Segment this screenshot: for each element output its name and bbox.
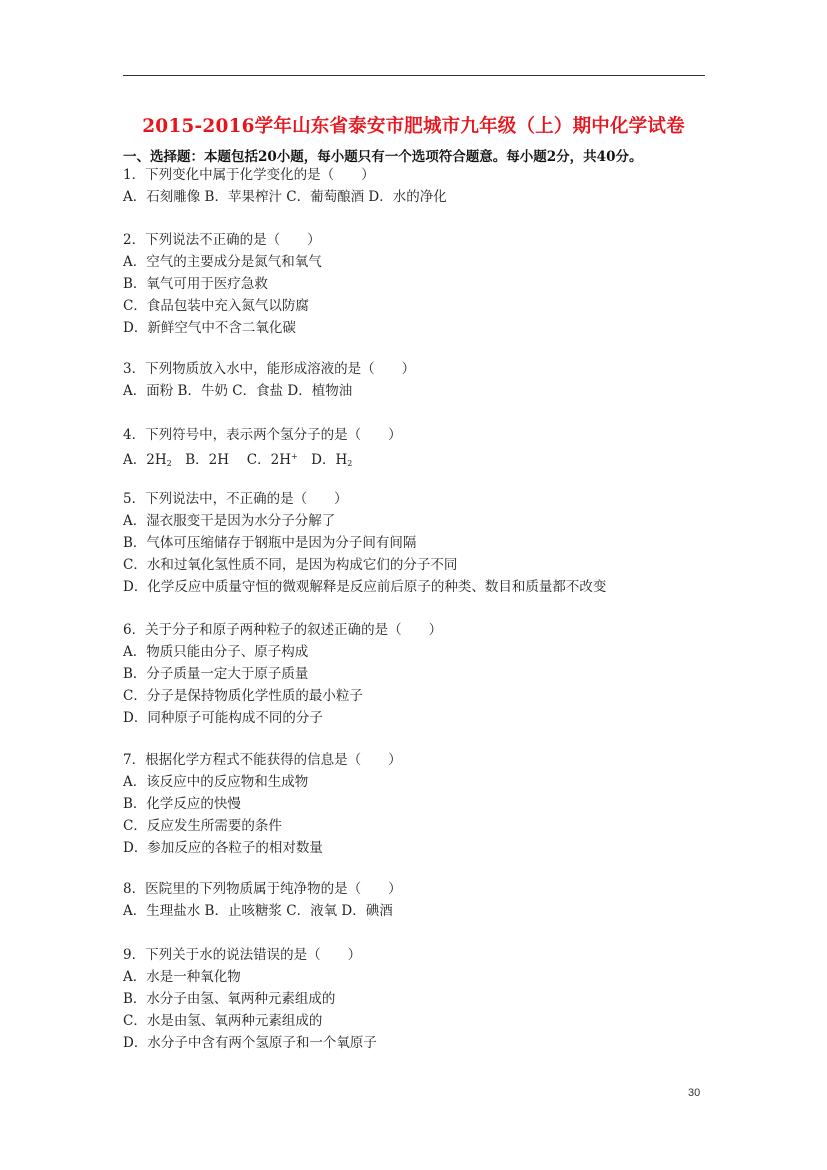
question-1 [123,164,723,208]
subscript: 2 [347,459,353,468]
question-option [123,446,723,468]
question-8 [123,878,723,922]
question-6 [123,619,723,729]
question-option: A．水是一种氧化物 [123,969,241,985]
question-option: B．水分子由氢、氧两种元素组成的 [123,991,336,1007]
option-d-text: D．H [297,452,348,468]
question-option: A．生理盐水 B．止咳糖浆 C．液氧 D．碘酒 [123,903,393,919]
header-rule [123,75,705,76]
question-option: D．参加反应的各粒子的相对数量 [123,840,323,856]
question-option: B．氧气可用于医疗急救 [123,276,268,292]
question-option: C．分子是保持物质化学性质的最小粒子 [123,688,363,704]
question-option: C．食品包装中充入氮气以防腐 [123,298,309,314]
question-option: C．水和过氧化氢性质不同，是因为构成它们的分子不同 [123,557,458,573]
option-bc-text: B．2H C．2H [171,452,291,468]
question-stem: 5．下列说法中，不正确的是（ ） [123,491,348,507]
question-option: A．面粉 B．牛奶 C．食盐 D．植物油 [123,383,353,399]
question-option: D．同种原子可能构成不同的分子 [123,710,323,726]
option-a-text: A．2H [123,452,167,468]
question-option: A．物质只能由分子、原子构成 [123,644,309,660]
question-option: C．水是由氢、氧两种元素组成的 [123,1013,323,1029]
superscript: + [290,452,298,461]
question-4 [123,424,723,468]
question-option: D．化学反应中质量守恒的微观解释是反应前后原子的种类、数目和质量都不改变 [123,579,607,595]
question-option: A．石刻雕像 B．苹果榨汁 C．葡萄酿酒 D．水的净化 [123,189,447,205]
question-9 [123,944,723,1054]
section-heading: 一、选择题：本题包括20小题，每小题只有一个选项符合题意。每小题2分，共40分。 [123,149,643,165]
question-stem: 3．下列物质放入水中，能形成溶液的是（ ） [123,361,416,377]
question-3 [123,358,723,402]
question-option: A．湿衣服变干是因为水分子分解了 [123,513,336,529]
question-option: D．水分子中含有两个氢原子和一个氧原子 [123,1035,377,1051]
question-5 [123,488,723,598]
question-stem: 4．下列符号中，表示两个氢分子的是（ ） [123,427,402,443]
question-option: B．气体可压缩储存于钢瓶中是因为分子间有间隔 [123,535,417,551]
question-stem: 8．医院里的下列物质属于纯净物的是（ ） [123,881,402,897]
question-stem: 7．根据化学方程式不能获得的信息是（ ） [123,752,402,768]
question-2 [123,229,723,339]
subscript: 2 [166,459,172,468]
question-option: A．空气的主要成分是氮气和氧气 [123,254,322,270]
question-stem: 2．下列说法不正确的是（ ） [123,232,321,248]
question-stem: 9．下列关于水的说法错误的是（ ） [123,947,362,963]
question-7 [123,749,723,859]
page-number: 30 [688,1087,701,1099]
question-option: B．分子质量一定大于原子质量 [123,666,309,682]
question-option: D．新鲜空气中不含二氧化碳 [123,320,296,336]
question-stem: 6．关于分子和原子两种粒子的叙述正确的是（ ） [123,622,443,638]
exam-title: 2015-2016学年山东省泰安市肥城市九年级（上）期中化学试卷 [142,116,685,137]
question-stem: 1．下列变化中属于化学变化的是（ ） [123,167,375,183]
question-option: B．化学反应的快慢 [123,796,241,812]
question-option: C．反应发生所需要的条件 [123,818,282,834]
question-option: A．该反应中的反应物和生成物 [123,774,309,790]
